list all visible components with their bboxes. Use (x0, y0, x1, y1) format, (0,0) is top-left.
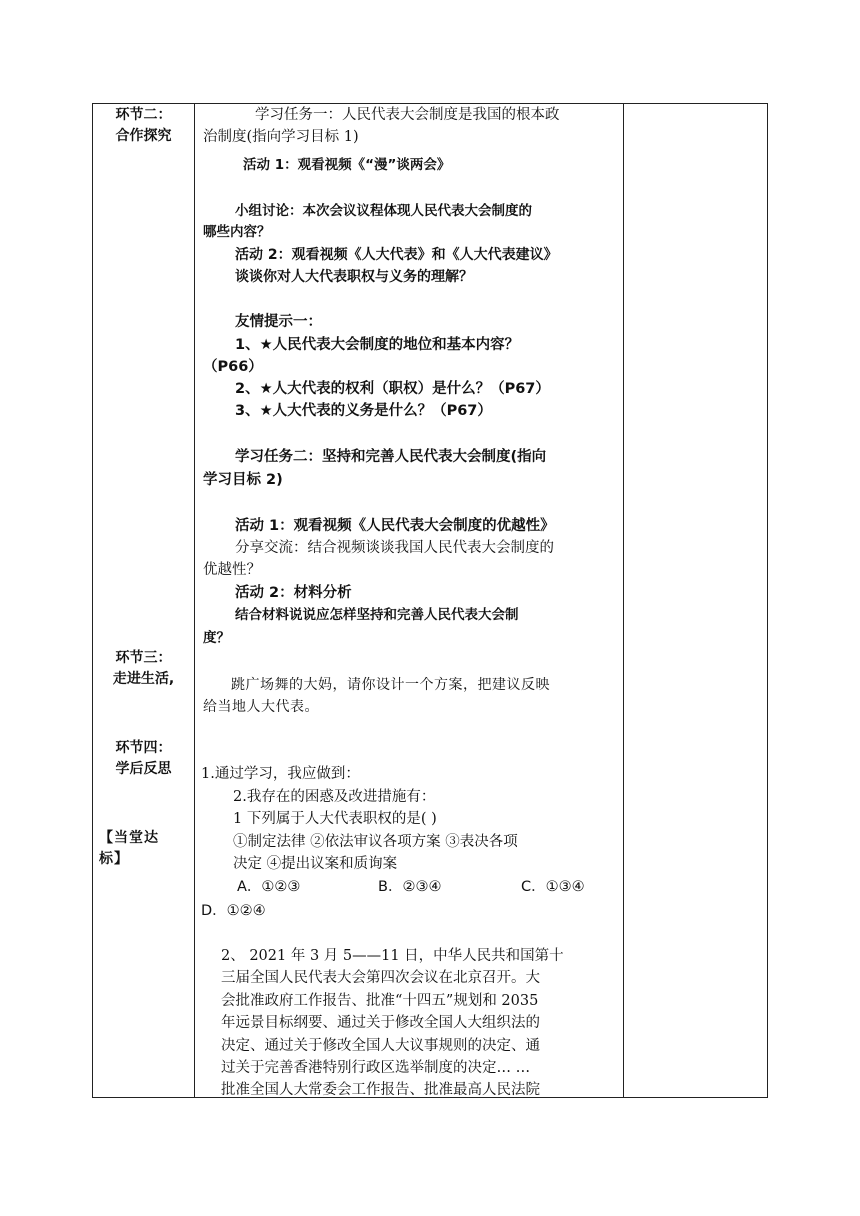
question2-line4: 年远景目标纲要、通过关于修改全国人大组织法的 (221, 1015, 540, 1031)
content-column (203, 104, 619, 1099)
activity2-line2: 谈谈你对人大代表职权与义务的理解？ (235, 269, 473, 285)
stage-four (93, 738, 194, 780)
question1: 1 下列属于人大代表职权的是( ) (233, 811, 437, 827)
stage-two-line2: 合作探究 (115, 128, 172, 144)
task2-line2: 学习目标 2) (203, 472, 283, 488)
stage-five (99, 828, 159, 870)
stage-three-line1: 环节三： (115, 650, 172, 666)
stage-five-line2: 标】 (99, 851, 129, 867)
reflection-2: 2.我存在的困惑及改进措施有： (233, 789, 436, 805)
hint-item3: 3、★人大代表的义务是什么？（P67） (235, 403, 492, 419)
hint-item1: 1、★人民代表大会制度的地位和基本内容？ (235, 337, 520, 353)
task2-activity1: 活动 1：观看视频《人民代表大会制度的优越性》 (235, 518, 555, 534)
task1-line1: 学习任务一：人民代表大会制度是我国的根本政 (255, 107, 560, 123)
life-line2: 给当地人大代表。 (203, 699, 319, 715)
share-line2: 优越性？ (203, 562, 261, 578)
lesson-table (92, 103, 768, 1098)
stage-four-line2: 学后反思 (115, 761, 172, 777)
option-d: D．①②④ (201, 903, 266, 919)
hint-title: 友情提示一： (235, 314, 322, 330)
material-line2: 度？ (203, 630, 230, 646)
stage-four-line1: 环节四： (115, 740, 172, 756)
hint-item1-page: （P66） (203, 359, 263, 375)
task2-line1: 学习任务二：坚持和完善人民代表大会制度(指向 (235, 449, 547, 465)
life-line1: 跳广场舞的大妈，请你设计一个方案，把建议反映 (231, 677, 550, 693)
question2-line5: 决定、通过关于修改全国人大议事规则的决定、通 (221, 1038, 540, 1054)
question1-options-line1: ①制定法律 ②依法审议各项方案 ③表决各项 (233, 834, 518, 850)
column-divider-1 (194, 104, 195, 1097)
question2-line1: 2、 2021 年 3 月 5——11 日，中华人民共和国第十 (221, 948, 564, 964)
discussion-line1: 小组讨论：本次会议议程体现人民代表大会制度的 (235, 203, 532, 219)
notes-column (624, 104, 768, 1099)
material-line1: 结合材料说说应怎样坚持和完善人民代表大会制 (235, 607, 519, 623)
question2-line3: 会批准政府工作报告、批准“十四五”规划和 2035 (221, 993, 539, 1009)
stage-three-line2: 走进生活, (112, 671, 175, 687)
question2-line2: 三届全国人民代表大会第四次会议在北京召开。大 (221, 970, 540, 986)
option-c: C．①③④ (521, 879, 585, 895)
question2-line6: 过关于完善香港特别行政区选举制度的决定… … (221, 1060, 531, 1076)
question2-line7: 批准全国人大常委会工作报告、批准最高人民法院 (221, 1082, 540, 1098)
stage-five-line1: 【当堂达 (99, 830, 159, 846)
activity2-line1: 活动 2：观看视频《人大代表》和《人大代表建议》 (235, 247, 558, 263)
activity1: 活动 1：观看视频《“漫”谈两会》 (243, 157, 451, 173)
hint-item2: 2、★人大代表的权利（职权）是什么？（P67） (235, 381, 550, 397)
stage-two (93, 105, 194, 147)
question1-options-line2: 决定 ④提出议案和质询案 (233, 856, 398, 872)
stage-two-line1: 环节二： (115, 107, 172, 123)
reflection-1: 1.通过学习，我应做到： (201, 766, 360, 782)
task1-line2: 治制度(指向学习目标 1) (203, 129, 359, 145)
discussion-line2: 哪些内容？ (203, 224, 271, 240)
stage-three (93, 648, 194, 690)
task2-activity2: 活动 2：材料分析 (235, 585, 352, 601)
option-b: B．②③④ (378, 879, 442, 895)
share-line1: 分享交流：结合视频谈谈我国人民代表大会制度的 (235, 540, 554, 556)
option-a: A．①②③ (237, 879, 301, 895)
